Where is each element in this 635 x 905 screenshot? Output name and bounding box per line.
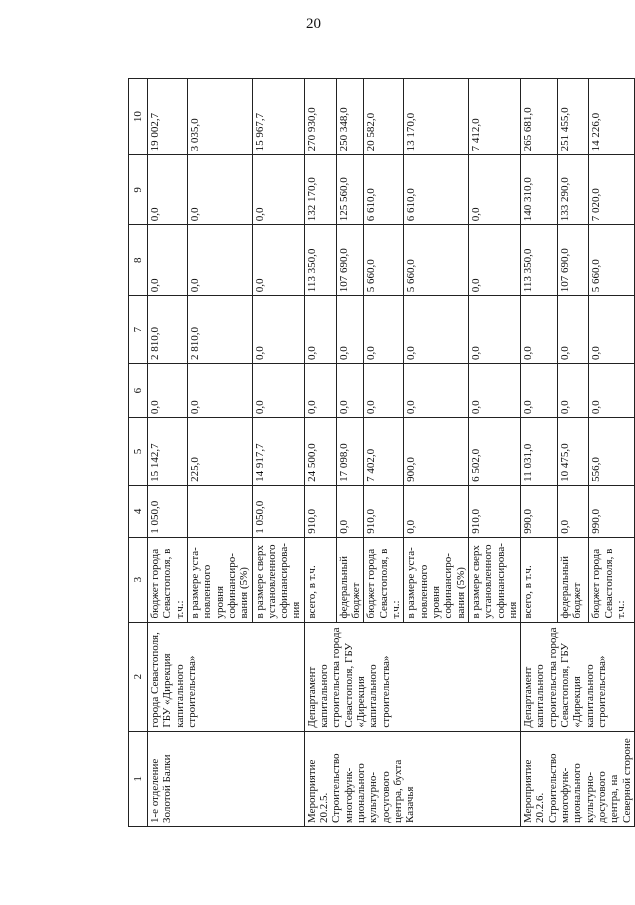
cell-col-8: 113 350,0 xyxy=(304,225,336,296)
cell-col-8: 0,0 xyxy=(187,225,252,296)
cell-col-6: 0,0 xyxy=(589,364,635,418)
table-row xyxy=(304,79,336,827)
cell-col-5: 24 500,0 xyxy=(304,418,336,486)
cell-col-3: всего, в т.ч. xyxy=(521,537,558,622)
column-header: 6 xyxy=(129,364,148,418)
cell-col-7: 0,0 xyxy=(304,296,336,364)
cell-col-1: Мероприятие 20.2.5. Строительство многофунк-ционального культурно-досугового центра, бухта Казачья xyxy=(304,731,520,826)
cell-col-7: 2 810,0 xyxy=(148,296,188,364)
cell-col-3: в размере сверх установленного софинансирова-ния xyxy=(468,537,520,622)
cell-col-6: 0,0 xyxy=(364,364,404,418)
column-header: 4 xyxy=(129,485,148,537)
cell-col-10: 250 348,0 xyxy=(336,79,364,155)
cell-col-8: 0,0 xyxy=(252,225,304,296)
cell-col-9: 6 610,0 xyxy=(364,155,404,225)
cell-col-9: 140 310,0 xyxy=(521,155,558,225)
cell-col-7: 0,0 xyxy=(521,296,558,364)
cell-col-4: 0,0 xyxy=(404,485,469,537)
cell-col-4: 990,0 xyxy=(521,485,558,537)
cell-col-4: 990,0 xyxy=(589,485,635,537)
cell-col-5: 225,0 xyxy=(187,418,252,486)
cell-col-5: 556,0 xyxy=(589,418,635,486)
table-row xyxy=(521,79,558,827)
cell-col-3: бюджет города Севастополя, в т.ч.: xyxy=(589,537,635,622)
cell-col-9: 0,0 xyxy=(468,155,520,225)
cell-col-9: 6 610,0 xyxy=(404,155,469,225)
table-row xyxy=(148,79,188,827)
cell-col-10: 20 582,0 xyxy=(364,79,404,155)
cell-col-10: 251 455,0 xyxy=(557,79,589,155)
cell-col-8: 0,0 xyxy=(148,225,188,296)
cell-col-8: 5 660,0 xyxy=(364,225,404,296)
cell-col-8: 5 660,0 xyxy=(404,225,469,296)
cell-col-3: всего, в т.ч. xyxy=(304,537,336,622)
cell-col-5: 15 142,7 xyxy=(148,418,188,486)
column-header: 8 xyxy=(129,225,148,296)
cell-col-5: 6 502,0 xyxy=(468,418,520,486)
cell-col-8: 107 690,0 xyxy=(557,225,589,296)
cell-col-8: 113 350,0 xyxy=(521,225,558,296)
cell-col-10: 265 681,0 xyxy=(521,79,558,155)
cell-col-5: 14 917,7 xyxy=(252,418,304,486)
cell-col-5: 11 031,0 xyxy=(521,418,558,486)
column-header: 10 xyxy=(129,79,148,155)
cell-col-9: 0,0 xyxy=(187,155,252,225)
cell-col-6: 0,0 xyxy=(252,364,304,418)
cell-col-6: 0,0 xyxy=(148,364,188,418)
column-header: 1 xyxy=(129,731,148,826)
cell-col-1: Мероприятие 20.2.6. Строительство многофунк-ционального культурно-досугового центра, на Северной стороне xyxy=(521,731,635,826)
cell-col-4: 1 050,0 xyxy=(252,485,304,537)
cell-col-10: 15 967,7 xyxy=(252,79,304,155)
cell-col-3: в размере уста-новленного уровня софинансиро-вания (5%) xyxy=(404,537,469,622)
cell-col-4: 0,0 xyxy=(557,485,589,537)
cell-col-4: 910,0 xyxy=(364,485,404,537)
cell-col-4 xyxy=(187,485,252,537)
cell-col-7: 0,0 xyxy=(252,296,304,364)
column-header: 7 xyxy=(129,296,148,364)
cell-col-9: 133 290,0 xyxy=(557,155,589,225)
cell-col-10: 14 226,0 xyxy=(589,79,635,155)
cell-col-7: 0,0 xyxy=(336,296,364,364)
cell-col-6: 0,0 xyxy=(521,364,558,418)
cell-col-7: 0,0 xyxy=(468,296,520,364)
cell-col-9: 0,0 xyxy=(148,155,188,225)
cell-col-4: 910,0 xyxy=(468,485,520,537)
cell-col-6: 0,0 xyxy=(336,364,364,418)
cell-col-10: 7 412,0 xyxy=(468,79,520,155)
cell-col-5: 17 098,0 xyxy=(336,418,364,486)
cell-col-9: 125 560,0 xyxy=(336,155,364,225)
cell-col-2: Департамент капитального строительства города Севастополя, ГБУ «Дирекция капитального строительства» xyxy=(521,622,635,731)
cell-col-7: 0,0 xyxy=(557,296,589,364)
cell-col-9: 7 020,0 xyxy=(589,155,635,225)
cell-col-3: бюджет города Севастополя, в т.ч.: xyxy=(148,537,188,622)
cell-col-8: 5 660,0 xyxy=(589,225,635,296)
cell-col-10: 3 035,0 xyxy=(187,79,252,155)
column-header: 5 xyxy=(129,418,148,486)
column-header: 9 xyxy=(129,155,148,225)
cell-col-9: 0,0 xyxy=(252,155,304,225)
cell-col-6: 0,0 xyxy=(468,364,520,418)
cell-col-10: 13 170,0 xyxy=(404,79,469,155)
cell-col-2: Департамент капитального строительства города Севастополя, ГБУ «Дирекция капитального строительства» xyxy=(304,622,520,731)
cell-col-5: 10 475,0 xyxy=(557,418,589,486)
column-header: 3 xyxy=(129,537,148,622)
budget-table xyxy=(128,78,635,827)
cell-col-10: 270 930,0 xyxy=(304,79,336,155)
cell-col-7: 2 810,0 xyxy=(187,296,252,364)
cell-col-5: 7 402,0 xyxy=(364,418,404,486)
cell-col-5: 900,0 xyxy=(404,418,469,486)
cell-col-2: города Севастополя, ГБУ «Дирекция капитального строительства» xyxy=(148,622,305,731)
cell-col-4: 0,0 xyxy=(336,485,364,537)
cell-col-8: 0,0 xyxy=(468,225,520,296)
cell-col-1: 1-е отделение Золотой Балки xyxy=(148,731,305,826)
cell-col-4: 910,0 xyxy=(304,485,336,537)
cell-col-7: 0,0 xyxy=(404,296,469,364)
cell-col-7: 0,0 xyxy=(589,296,635,364)
cell-col-6: 0,0 xyxy=(304,364,336,418)
cell-col-3: федеральный бюджет xyxy=(336,537,364,622)
budget-table-rotated xyxy=(128,78,633,827)
cell-col-3: федеральный бюджет xyxy=(557,537,589,622)
cell-col-3: в размере сверх установленного софинансирова-ния xyxy=(252,537,304,622)
cell-col-6: 0,0 xyxy=(187,364,252,418)
cell-col-9: 132 170,0 xyxy=(304,155,336,225)
page-number: 20 xyxy=(306,16,321,32)
cell-col-8: 107 690,0 xyxy=(336,225,364,296)
cell-col-10: 19 002,7 xyxy=(148,79,188,155)
header-row xyxy=(129,79,148,827)
cell-col-6: 0,0 xyxy=(557,364,589,418)
cell-col-3: бюджет города Севастополя, в т.ч.: xyxy=(364,537,404,622)
column-header: 2 xyxy=(129,622,148,731)
cell-col-7: 0,0 xyxy=(364,296,404,364)
cell-col-4: 1 050,0 xyxy=(148,485,188,537)
cell-col-6: 0,0 xyxy=(404,364,469,418)
cell-col-3: в размере уста-новленного уровня софинансиро-вания (5%) xyxy=(187,537,252,622)
